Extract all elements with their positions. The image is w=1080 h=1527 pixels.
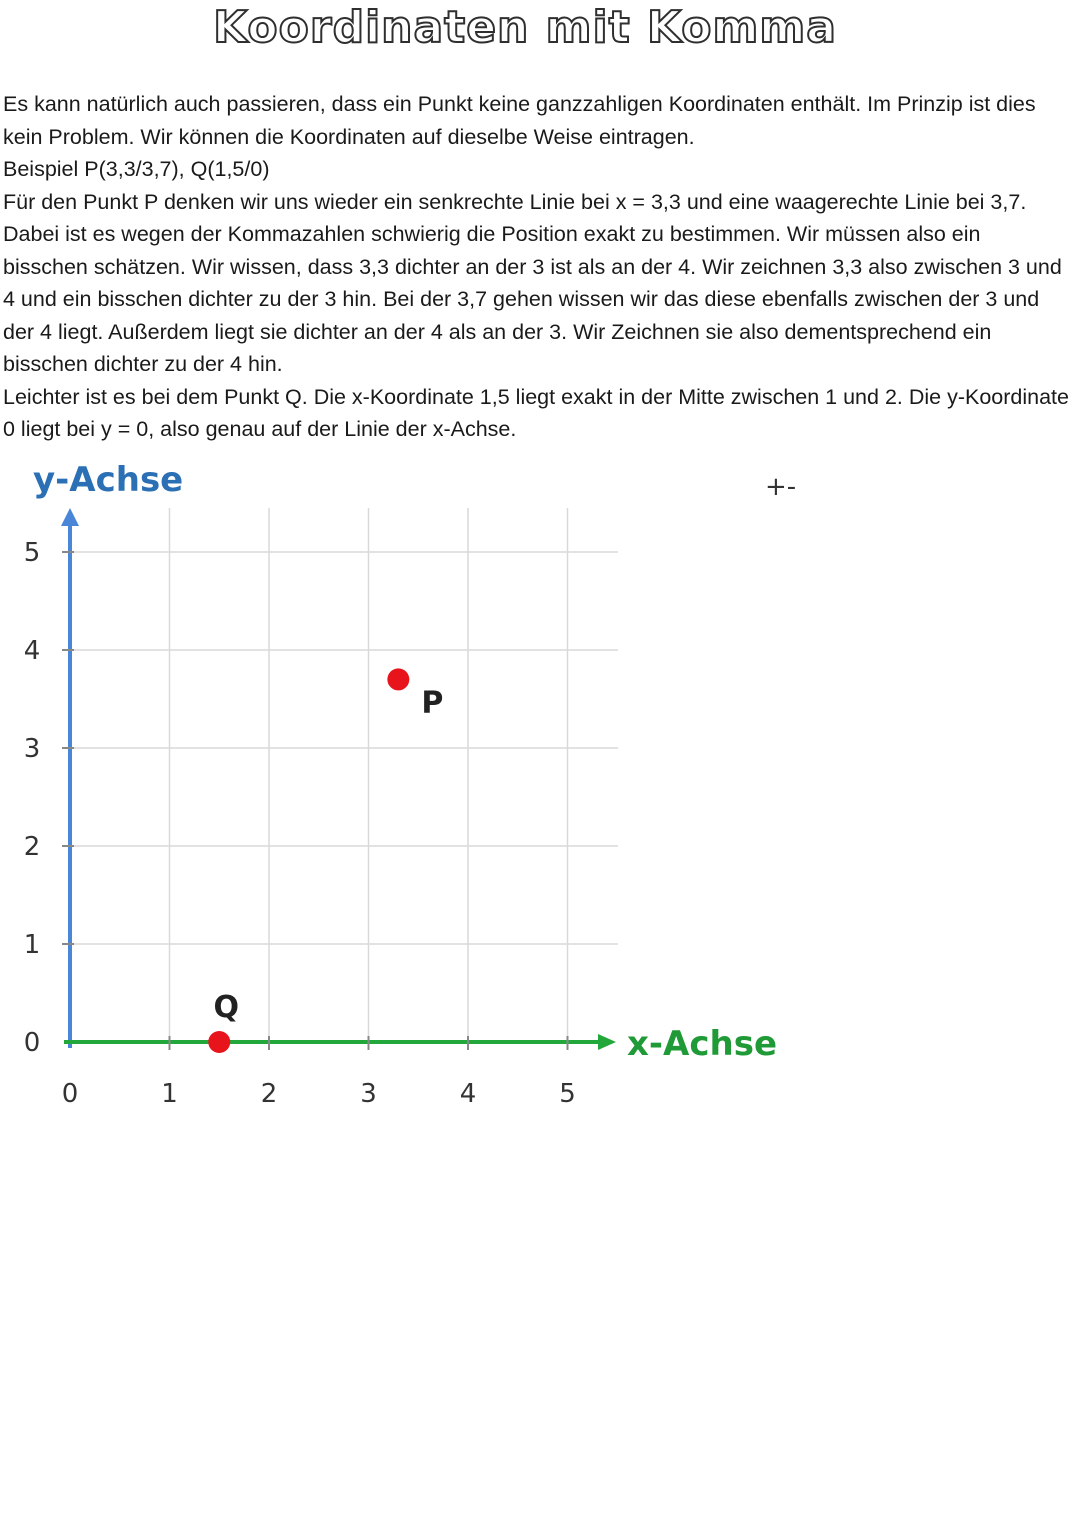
x-axis-label: x-Achse <box>627 1024 778 1064</box>
x-tick-label: 2 <box>260 1079 278 1109</box>
x-axis-arrow <box>598 1034 616 1050</box>
body-text <box>3 88 1071 446</box>
x-tick-label: 3 <box>360 1079 377 1109</box>
point-label-p: P <box>421 685 444 721</box>
point-label-q: Q <box>213 990 240 1025</box>
x-tick-label: 0 <box>61 1079 79 1109</box>
page-title: Koordinaten mit Komma <box>213 2 837 53</box>
y-tick-label: 0 <box>23 1028 41 1058</box>
y-tick-label: 4 <box>23 636 41 666</box>
coordinate-chart <box>0 450 1080 1130</box>
note-text: +- <box>765 472 797 502</box>
x-tick-label: 1 <box>161 1079 178 1109</box>
y-axis-label: y-Achse <box>33 460 184 500</box>
y-axis-arrow <box>61 508 79 526</box>
paragraph-point-q: Leichter ist es bei dem Punkt Q. Die x-Koordinate 1,5 liegt exakt in der Mitte zwischen 1 und 2. Die y-Koordinate 0 liegt bei y = 0, also genau auf der Linie der x-Achse. <box>3 384 1069 441</box>
y-tick-label: 3 <box>23 734 41 764</box>
point-p <box>387 668 409 690</box>
point-q <box>208 1031 230 1053</box>
chart-svg <box>0 450 1080 1130</box>
y-tick-label: 2 <box>23 832 41 862</box>
x-tick-label: 5 <box>559 1079 576 1109</box>
y-tick-label: 5 <box>23 538 41 568</box>
y-tick-label: 1 <box>23 930 41 960</box>
paragraph-example: Beispiel P(3,3/3,7), Q(1,5/0) <box>3 157 270 181</box>
paragraph-intro: Es kann natürlich auch passieren, dass ein Punkt keine ganzzahligen Koordinaten enthält. Im Prinzip ist dies kein Problem. Wir können die Koordinaten auf dieselbe Weise eintragen. <box>3 92 1036 149</box>
paragraph-point-p: Für den Punkt P denken wir uns wieder ein senkrechte Linie bei x = 3,3 und eine waagerechte Linie bei 3,7. Dabei ist es wegen der Kommazahlen schwierig die Position exakt zu bestimmen. Wir müssen also ein bisschen schätzen. Wir wissen, dass 3,3 dichter an der 3 ist als an der 4. Wir zeichnen 3,3 also zwischen 3 und 4 und ein bisschen dichter zu der 3 hin. Bei der 3,7 gehen wissen wir das diese ebenfalls zwischen der 3 und der 4 liegt. Außerdem liegt sie dichter an der 4 als an der 3. Wir Zeichnen sie also dementsprechend ein bisschen dichter zu der 4 hin. <box>3 189 1062 376</box>
x-tick-label: 4 <box>459 1079 477 1109</box>
